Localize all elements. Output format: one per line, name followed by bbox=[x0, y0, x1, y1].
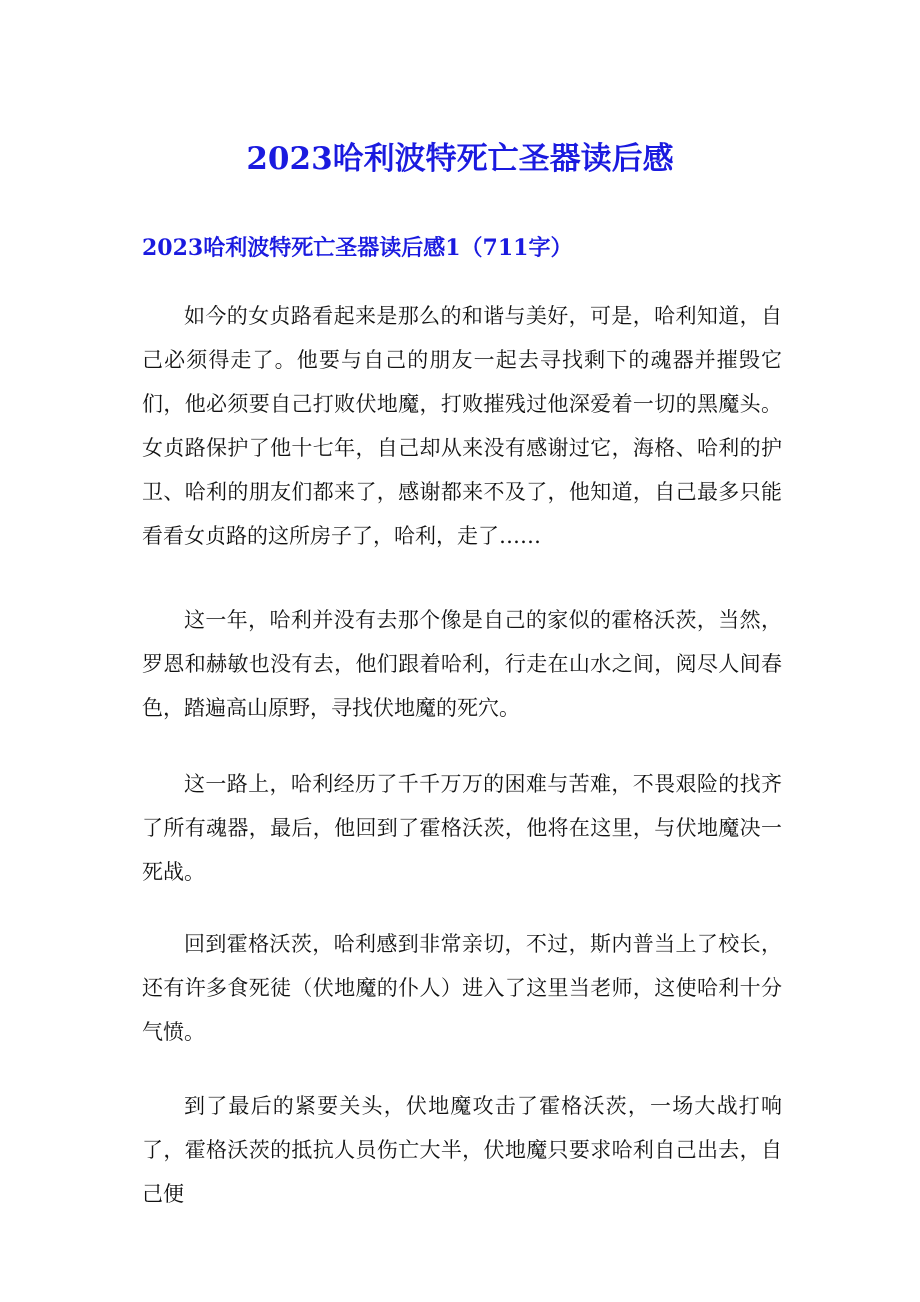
document-title: 2023哈利波特死亡圣器读后感 bbox=[246, 141, 674, 177]
paragraph-1: 如今的女贞路看起来是那么的和谐与美好，可是，哈利知道，自己必须得走了。他要与自己的朋友一起去寻找剩下的魂器并摧毁它们，他必须要自己打败伏地魔，打败摧残过他深爱着一切的黑魔头。女贞路保护了他十七年，自己却从来没有感谢过它，海格、哈利的护卫、哈利的朋友们都来了，感谢都来不及了，他知道，自己最多只能看看女贞路的这所房子了，哈利，走了…… bbox=[142, 304, 782, 548]
section-title: 2023哈利波特死亡圣器读后感1（711字） bbox=[142, 235, 573, 261]
paragraph-5: 到了最后的紧要关头，伏地魔攻击了霍格沃茨，一场大战打响了，霍格沃茨的抵抗人员伤亡大半，伏地魔只要求哈利自己出去，自己便 bbox=[142, 1094, 782, 1206]
paragraph-3: 这一路上，哈利经历了千千万万的困难与苦难，不畏艰险的找齐了所有魂器，最后，他回到了霍格沃茨，他将在这里，与伏地魔决一死战。 bbox=[142, 772, 782, 884]
paragraph-2: 这一年，哈利并没有去那个像是自己的家似的霍格沃茨，当然，罗恩和赫敏也没有去，他们跟着哈利，行走在山水之间，阅尽人间春色，踏遍高山原野，寻找伏地魔的死穴。 bbox=[142, 608, 782, 720]
paragraph-4: 回到霍格沃茨，哈利感到非常亲切，不过，斯内普当上了校长，还有许多食死徒（伏地魔的仆人）进入了这里当老师，这使哈利十分气愤。 bbox=[142, 932, 782, 1044]
